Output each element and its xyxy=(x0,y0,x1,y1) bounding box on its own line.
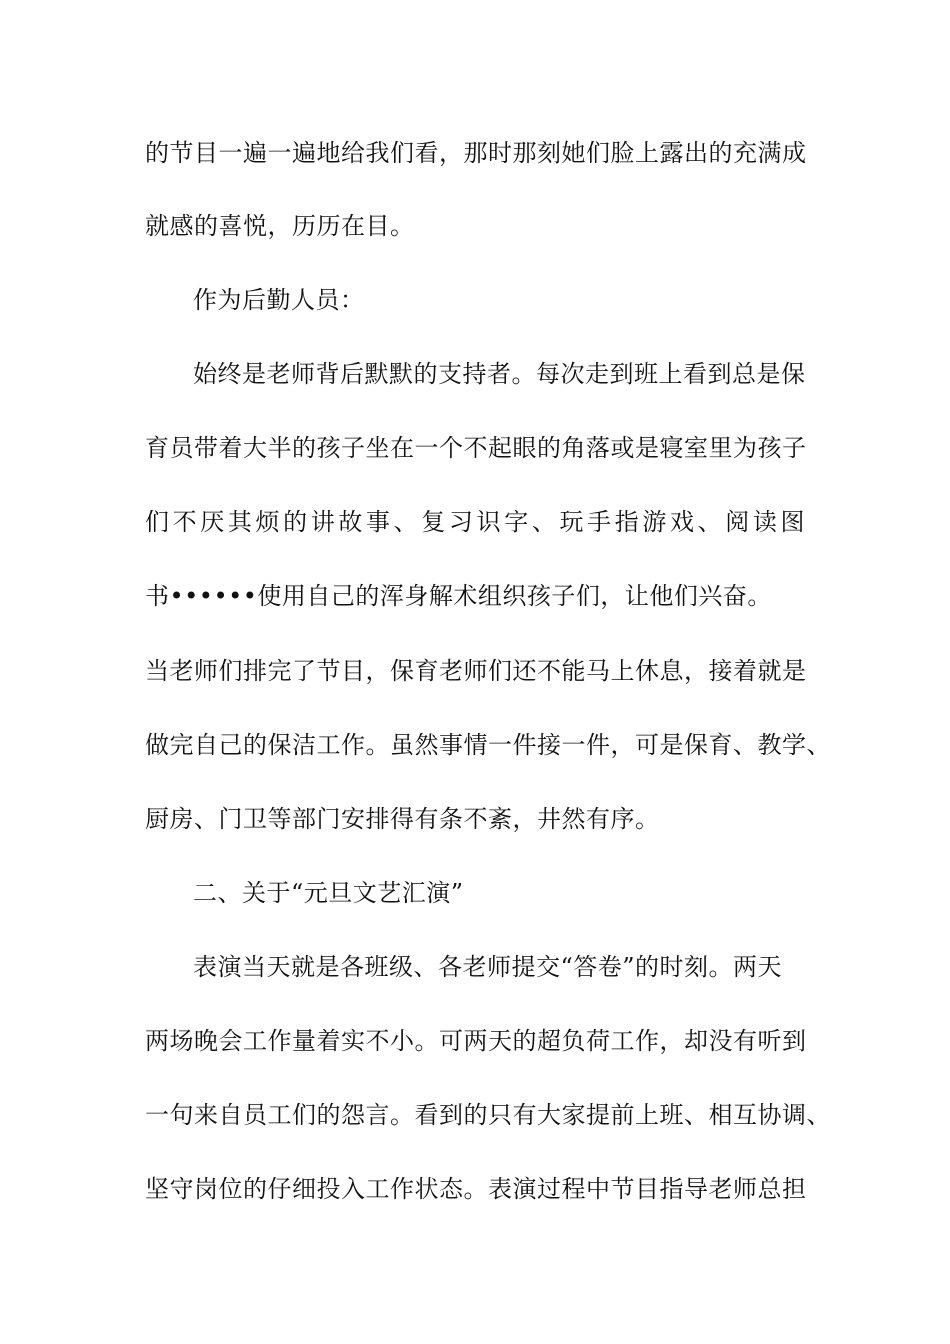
text-line-5: 育员带着大半的孩子坐在一个不起眼的角落或是寝室里为孩子 xyxy=(145,434,807,462)
text-line-8: 当老师们排完了节目，保育老师们还不能马上休息，接着就是 xyxy=(145,657,807,685)
text-line-10: 厨房、门卫等部门安排得有条不紊，井然有序。 xyxy=(145,805,660,833)
text-line-14: 一句来自员工们的怨言。看到的只有大家提前上班、相互协调、 xyxy=(145,1101,831,1129)
section-heading-new-year-show: 二、关于“元旦文艺汇演” xyxy=(193,879,464,907)
text-line-4: 始终是老师背后默默的支持者。每次走到班上看到总是保 xyxy=(193,360,806,388)
text-line-2: 就感的喜悦，历历在目。 xyxy=(145,212,415,240)
paragraph-heading-logistics: 作为后勤人员： xyxy=(193,286,365,314)
text-line-9: 做完自己的保洁工作。虽然事情一件接一件，可是保育、教学、 xyxy=(145,731,831,759)
text-line-13: 两场晚会工作量着实不小。可两天的超负荷工作，却没有听到 xyxy=(145,1027,807,1055)
text-line-12: 表演当天就是各班级、各老师提交“答卷”的时刻。两天 xyxy=(193,953,783,981)
text-line-7: 书••••••使用自己的浑身解术组织孩子们，让他们兴奋。 xyxy=(145,582,772,610)
text-line-6: 们不厌其烦的讲故事、复习识字、玩手指游戏、阅读图 xyxy=(145,508,805,536)
text-line-1: 的节目一遍一遍地给我们看，那时那刻她们脸上露出的充满成 xyxy=(145,139,807,167)
text-line-15: 坚守岗位的仔细投入工作状态。表演过程中节目指导老师总担 xyxy=(145,1175,807,1203)
